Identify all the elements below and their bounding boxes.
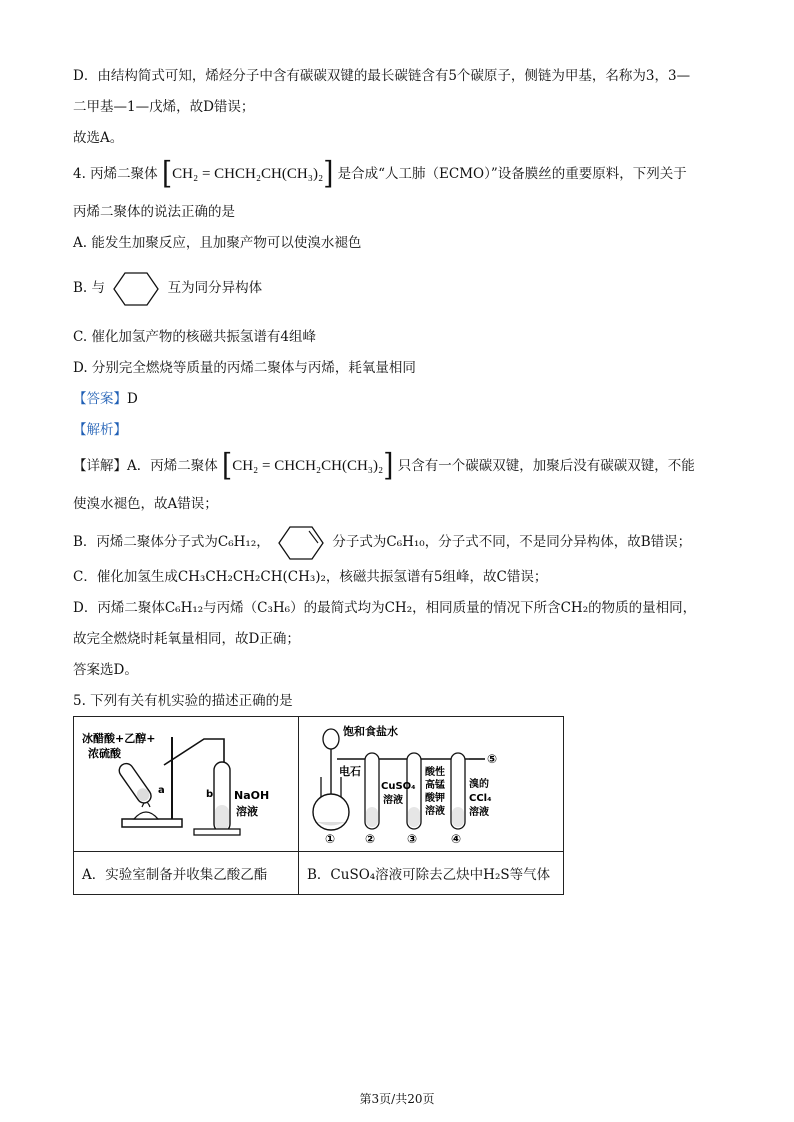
line-select-a: 故选A。 <box>73 130 124 146</box>
option-c: C. 催化加氢产物的核磁共振氢谱有4组峰 <box>73 329 317 345</box>
option-b <box>73 270 262 307</box>
left-bracket-2: [ <box>222 448 233 484</box>
label-saturated-brine: 饱和食盐水 <box>343 725 398 738</box>
label-kmno4-3: 酸钾 <box>425 793 445 804</box>
detail-b-suffix: 分子式为C₆H₁₀，分子式不同，不是同分异构体，故B错误； <box>332 534 692 550</box>
label-a: a <box>158 785 165 796</box>
right-bracket-2: ] <box>383 448 394 484</box>
right-bracket: ] <box>323 156 334 192</box>
detail-c: C．催化加氢生成CH₃CH₂CH₂CH(CH₃)₂，核磁共振氢谱有5组峰，故C错误； <box>73 569 548 585</box>
detail-b-prefix: B．丙烯二聚体分子式为C₆H₁₂， <box>73 534 270 550</box>
caption-a: A．实验室制备并收集乙酸乙酯 <box>74 852 299 895</box>
analysis-label: 【解析】 <box>73 422 127 438</box>
esterification-apparatus-figure <box>74 717 298 851</box>
marker-3: ③ <box>407 832 418 846</box>
label-naoh: NaOH <box>234 789 270 802</box>
answer-label: 【答案】 <box>73 391 127 407</box>
label-cuso4: CuSO₄ <box>381 781 416 792</box>
q4-suffix: 是合成“人工肺（ECMO）”设备膜丝的重要原料，下列关于 <box>337 166 687 182</box>
option-b-prefix: B. 与 <box>73 280 106 296</box>
label-naoh-solution: 溶液 <box>236 805 258 818</box>
figure-a-cell <box>74 717 299 852</box>
line-d-explanation-2: 二甲基—1—戊烯，故D错误； <box>73 99 255 115</box>
cyclohexene-structure-icon <box>113 271 159 307</box>
figure-b-cell <box>299 717 564 852</box>
detail-d-1: D．丙烯二聚体C₆H₁₂与丙烯（C₃H₆）的最简式均为CH₂，相同质量的情况下所含CH₂的物质的量相同， <box>73 600 697 616</box>
detail-a-suffix: 只含有一个碳碳双键，加聚后没有碳碳双键，不能 <box>397 458 695 474</box>
acetylene-apparatus-figure <box>299 717 563 851</box>
question-4-stem <box>73 156 687 192</box>
question-5-table <box>73 716 564 895</box>
detail-label: 【详解】 <box>73 458 127 474</box>
label-cuso4-solution: 溶液 <box>383 795 403 806</box>
marker-5: ⑤ <box>487 752 498 766</box>
caption-b: B．CuSO₄溶液可除去乙炔中H₂S等气体 <box>299 852 564 895</box>
marker-2: ② <box>365 832 376 846</box>
option-a: A. 能发生加聚反应，且加聚产物可以使溴水褪色 <box>73 235 362 251</box>
answer-value: D <box>127 391 138 407</box>
left-bracket: [ <box>161 156 173 192</box>
detail-d-2: 故完全燃烧时耗氧量相同，故D正确； <box>73 631 300 647</box>
label-kmno4-4: 溶液 <box>425 806 445 817</box>
question-4-stem-2: 丙烯二聚体的说法正确的是 <box>73 204 235 220</box>
label-bromine-3: 溶液 <box>469 807 489 818</box>
label-kmno4-2: 高锰 <box>425 780 445 791</box>
answer-line <box>73 389 138 409</box>
q4-formula: CH₂ = CHCH₂CH(CH₃)₂ <box>172 166 324 182</box>
detail-a-formula: CH₂ = CHCH₂CH(CH₃)₂ <box>232 458 384 474</box>
line-d-explanation-1: D．由结构简式可知，烯烃分子中含有碳碳双键的最长碳链含有5个碳原子，侧链为甲基，名称为3，3— <box>73 68 691 84</box>
label-bromine-2: CCl₄ <box>469 793 492 804</box>
detail-a-line-1 <box>73 448 695 484</box>
label-calcium-carbide: 电石 <box>339 765 361 778</box>
detail-b <box>73 524 691 561</box>
detail-a-prefix: A．丙烯二聚体 <box>127 458 218 474</box>
cyclohexene-structure-icon-2 <box>278 525 324 561</box>
q4-prefix: 4. 丙烯二聚体 <box>73 166 158 182</box>
page-footer: 第3页/共20页 <box>359 1092 435 1106</box>
marker-1: ① <box>325 832 336 846</box>
option-d: D. 分别完全燃烧等质量的丙烯二聚体与丙烯，耗氧量相同 <box>73 360 416 376</box>
label-sulfuric-acid: 浓硫酸 <box>88 747 121 760</box>
question-5-stem: 5. 下列有关有机实验的描述正确的是 <box>73 693 293 709</box>
label-b: b <box>206 789 214 800</box>
detail-a-line-2: 使溴水褪色，故A错误； <box>73 496 218 512</box>
label-reactants: 冰醋酸+乙醇+ <box>82 732 156 745</box>
marker-4: ④ <box>451 832 462 846</box>
final-answer: 答案选D。 <box>73 662 138 678</box>
label-kmno4-1: 酸性 <box>425 767 445 778</box>
option-b-suffix: 互为同分异构体 <box>167 280 263 296</box>
label-bromine-1: 溴的 <box>469 779 489 790</box>
